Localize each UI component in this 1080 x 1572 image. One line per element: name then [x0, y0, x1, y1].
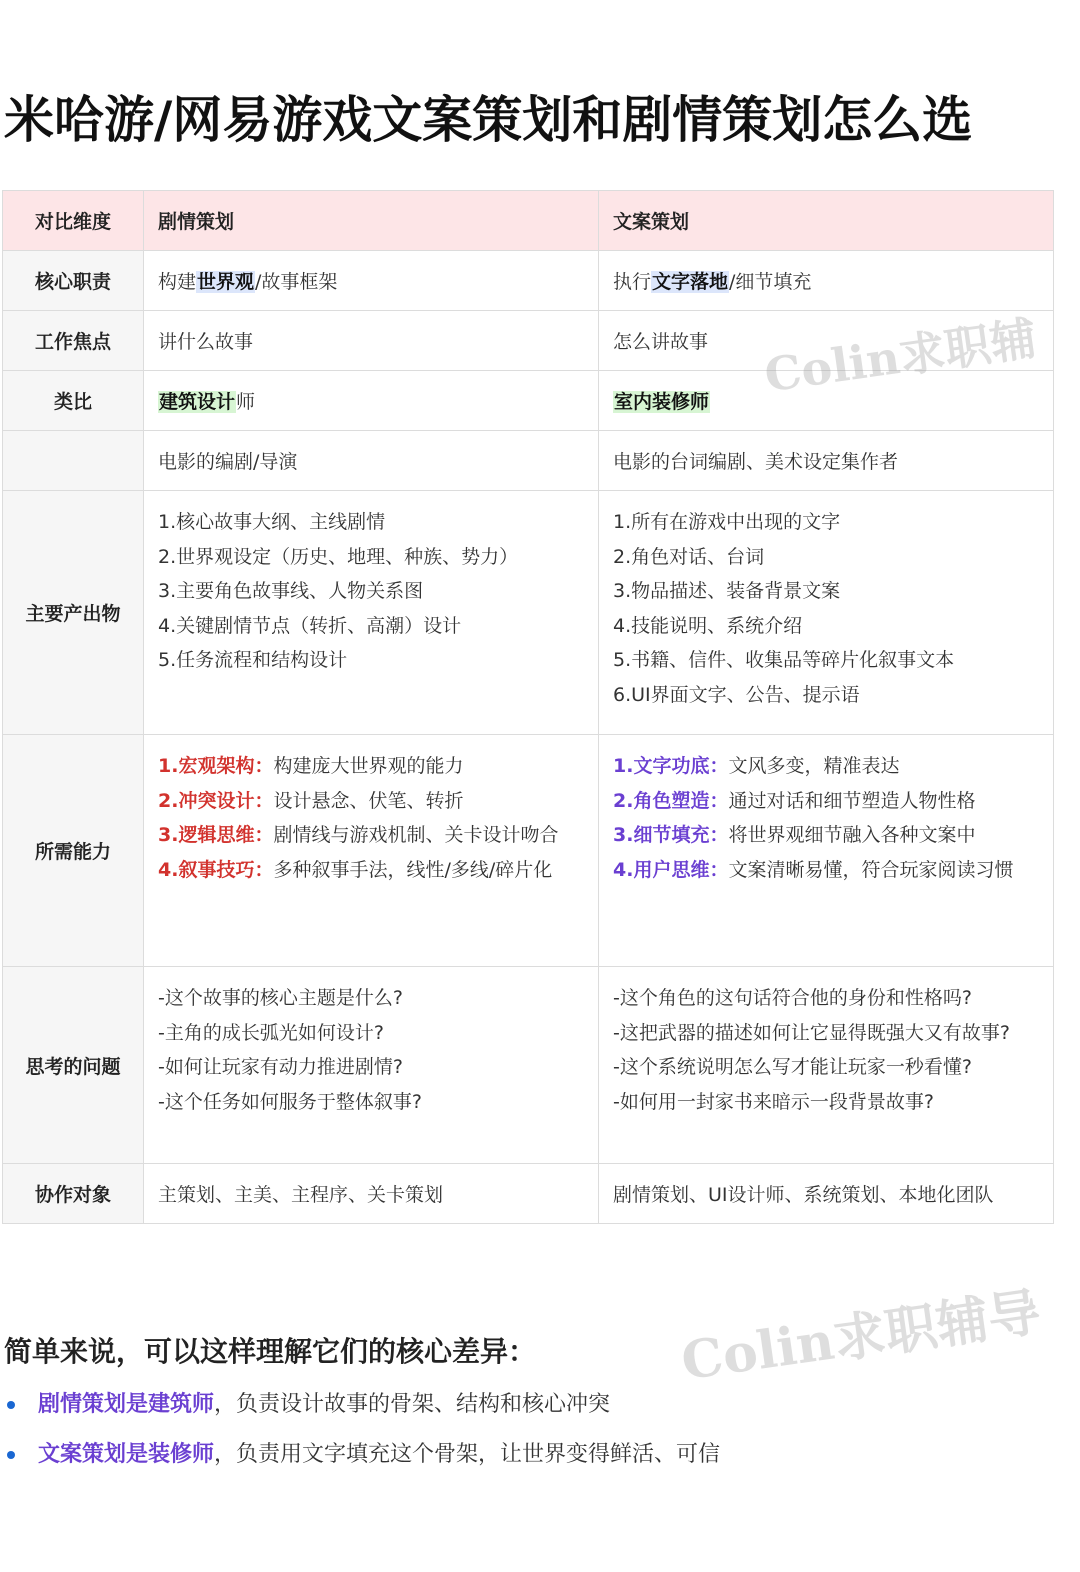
- ability-item: [158, 818, 584, 853]
- story-cell: [144, 251, 599, 311]
- story-cell: [144, 491, 599, 735]
- row-label: 类比: [3, 371, 144, 431]
- row-questions: [3, 967, 1054, 1164]
- summary-text: ，负责设计故事的骨架、结构和核心冲突: [214, 1392, 611, 1417]
- summary-lead: 文案策划是装修师: [38, 1442, 215, 1467]
- question-item: -这个故事的核心主题是什么?: [158, 987, 403, 1009]
- question-item: -如何让玩家有动力推进剧情?: [158, 1056, 403, 1078]
- ability-item: [158, 784, 584, 819]
- summary-item: [0, 1385, 720, 1435]
- ability-key: 2.冲突设计：: [158, 789, 274, 812]
- row-label: 核心职责: [3, 251, 144, 311]
- row-required-abilities: [3, 735, 1054, 967]
- summary-title: 简单来说，可以这样理解它们的核心差异：: [4, 1335, 537, 1368]
- summary-item: [0, 1435, 720, 1485]
- row-core-duty: [3, 251, 1054, 311]
- list-item: 1.所有在游戏中出现的文字: [613, 511, 841, 533]
- watermark-text: Colin求职辅: [761, 310, 1040, 403]
- copy-cell: 怎么讲故事: [599, 311, 1054, 371]
- summary-list: [0, 1385, 720, 1485]
- ability-value: 设计悬念、伏笔、转折: [273, 789, 464, 812]
- bullet-dot-icon: [7, 1451, 15, 1459]
- story-cell: [144, 967, 599, 1164]
- summary-text: ，负责用文字填充这个骨架，让世界变得鲜活、可信: [214, 1442, 721, 1467]
- ability-value: 构建庞大世界观的能力: [273, 755, 464, 777]
- row-label: [3, 431, 144, 491]
- ability-value: 文案清晰易懂，符合玩家阅读习惯: [728, 858, 1014, 881]
- question-item: -这个任务如何服务于整体叙事?: [158, 1090, 422, 1113]
- list-item: 2.世界观设定（历史、地理、种族、势力）: [158, 545, 519, 568]
- list-item: 4.技能说明、系统介绍: [613, 614, 803, 637]
- bullet-dot-icon: [7, 1401, 15, 1409]
- copy-cell: [599, 491, 1054, 735]
- list-item: 3.主要角色故事线、人物关系图: [158, 580, 424, 602]
- summary-lead: 剧情策划是建筑师: [38, 1392, 215, 1417]
- row-label: 主要产出物: [3, 491, 144, 735]
- ability-item: [613, 818, 1039, 853]
- text: 执行: [613, 271, 652, 293]
- ability-value: 通过对话和细节塑造人物性格: [728, 789, 976, 812]
- text: /故事框架: [255, 271, 338, 293]
- ability-value: 多种叙事手法，线性/多线/碎片化: [273, 858, 553, 881]
- row-label: 协作对象: [3, 1164, 144, 1224]
- ability-item: [158, 749, 584, 784]
- story-cell: 主策划、主美、主程序、关卡策划: [144, 1164, 599, 1224]
- list-item: 2.角色对话、台词: [613, 545, 765, 568]
- row-main-outputs: [3, 491, 1054, 735]
- list-item: 1.核心故事大纲、主线剧情: [158, 511, 386, 533]
- row-film-analogy: [3, 431, 1054, 491]
- ability-key: 2.角色塑造：: [613, 789, 729, 812]
- row-label: 思考的问题: [3, 967, 144, 1164]
- copy-cell: 电影的台词编剧、美术设定集作者: [599, 431, 1054, 491]
- text: /细节填充: [729, 271, 812, 293]
- story-cell: 讲什么故事: [144, 311, 599, 371]
- ability-key: 3.逻辑思维：: [158, 824, 274, 846]
- list-item: 6.UI界面文字、公告、提示语: [613, 683, 860, 706]
- header-copy-planner: 文案策划: [599, 191, 1054, 251]
- highlight-text: 世界观: [197, 271, 255, 293]
- highlight-text: 建筑设计: [159, 391, 236, 413]
- copy-cell: [599, 735, 1054, 967]
- ability-item: [613, 749, 1039, 784]
- ability-value: 文风多变，精准表达: [728, 755, 900, 777]
- question-item: -如何用一封家书来暗示一段背景故事?: [613, 1090, 934, 1113]
- copy-cell: 剧情策划、UI设计师、系统策划、本地化团队: [599, 1164, 1054, 1224]
- question-item: -这个角色的这句话符合他的身份和性格吗?: [613, 987, 972, 1009]
- text: 师: [236, 391, 256, 413]
- list-item: 3.物品描述、装备背景文案: [613, 580, 841, 602]
- list-item: 4.关键剧情节点（转折、高潮）设计: [158, 614, 462, 637]
- ability-item: [613, 853, 1039, 888]
- text: 构建: [158, 271, 197, 293]
- page-title: 米哈游/网易游戏文案策划和剧情策划怎么选: [4, 91, 973, 149]
- table-header-row: [3, 191, 1054, 251]
- highlight-text: 文字落地: [652, 271, 729, 293]
- ability-key: 4.用户思维：: [613, 858, 729, 881]
- question-item: -这把武器的描述如何让它显得既强大又有故事?: [613, 1021, 1010, 1044]
- story-cell: 电影的编剧/导演: [144, 431, 599, 491]
- row-label: 所需能力: [3, 735, 144, 967]
- row-collaborators: [3, 1164, 1054, 1224]
- ability-key: 1.文字功底：: [613, 755, 729, 777]
- story-cell: [144, 371, 599, 431]
- header-dimension: 对比维度: [3, 191, 144, 251]
- question-item: -主角的成长弧光如何设计?: [158, 1021, 384, 1044]
- ability-item: [613, 784, 1039, 819]
- ability-key: 4.叙事技巧：: [158, 858, 274, 881]
- row-label: 工作焦点: [3, 311, 144, 371]
- list-item: 5.书籍、信件、收集品等碎片化叙事文本: [613, 649, 955, 671]
- story-cell: [144, 735, 599, 967]
- copy-cell: [599, 251, 1054, 311]
- ability-value: 将世界观细节融入各种文案中: [728, 824, 976, 846]
- ability-key: 3.细节填充：: [613, 824, 729, 846]
- ability-key: 1.宏观架构：: [158, 755, 274, 777]
- list-item: 5.任务流程和结构设计: [158, 649, 348, 671]
- copy-cell: [599, 967, 1054, 1164]
- header-story-planner: 剧情策划: [144, 191, 599, 251]
- question-item: -这个系统说明怎么写才能让玩家一秒看懂?: [613, 1056, 972, 1078]
- ability-value: 剧情线与游戏机制、关卡设计吻合: [273, 824, 559, 846]
- ability-item: [158, 853, 584, 888]
- watermark-text: Colin求职辅导: [677, 1281, 1045, 1393]
- highlight-text: 室内装修师: [614, 391, 710, 413]
